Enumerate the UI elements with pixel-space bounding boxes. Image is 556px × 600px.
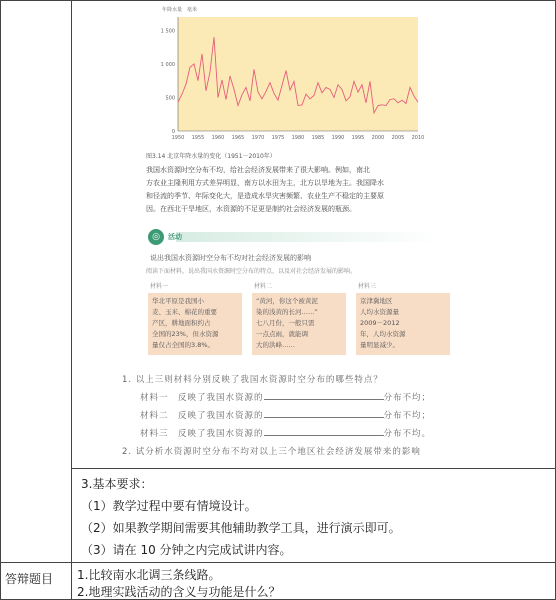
chart-caption: 图3.14 北京年降水量的变化（1951－2010年） (146, 153, 276, 160)
x-tick-label: 1990 (331, 135, 345, 141)
x-tick-label: 1975 (271, 135, 285, 141)
material-line: 年，人均水资源 (360, 330, 406, 338)
precipitation-chart (136, 1, 436, 151)
x-tick-label: 1960 (211, 135, 225, 141)
x-tick-label: 1955 (191, 135, 205, 141)
material-box (356, 293, 450, 355)
activity-subtitle: 说出我国水资源时空分布不均对社会经济发展的影响 (150, 254, 311, 262)
activity-header (148, 229, 448, 247)
blank-suffix: 分布不均。 (383, 429, 432, 439)
paragraph-line: 方农业主隆利用方式差异明显，南方以水田为主，北方以旱地为主。我国降水 (146, 179, 384, 187)
x-tick-label: 2010 (411, 135, 425, 141)
x-tick-label: 1970 (251, 135, 265, 141)
blank-suffix: 分布不均； (383, 393, 432, 403)
activity-band (176, 232, 438, 242)
x-tick-label: 2000 (371, 135, 385, 141)
y-axis-label: 年降水量 毫米 (162, 7, 198, 13)
activity-title: 活动 (168, 233, 182, 241)
paragraph-line: 因。在西北干旱地区，水资源的不足更是制约社会经济发展的瓶颈。 (146, 205, 356, 213)
activity-question: 1. 以上三则材料分别反映了我国水资源时空分布的哪些特点？ (122, 375, 383, 385)
material-line: 大的洪峰…… (256, 341, 295, 349)
material-line: 量仅占全国的3.8%。 (152, 341, 215, 349)
material-box (148, 293, 242, 355)
material-label: 材料一 (150, 283, 169, 290)
blank-prefix: 材料二 反映了我国水资源的 (140, 411, 264, 421)
x-tick-label: 2005 (391, 135, 405, 141)
activity-note: 阅读下面材料，说出我国水资源时空分布的特点，以及对社会经济发展的影响。 (146, 268, 357, 275)
x-tick-label: 1985 (311, 135, 325, 141)
requirement-item: （2）如果教学期间需要其他辅助教学工具，进行演示即可。 (81, 521, 401, 535)
y-tick-label: 0 (171, 129, 175, 135)
x-tick-label: 1965 (231, 135, 245, 141)
material-label: 材料三 (358, 283, 377, 290)
material-line: 一点点雨，就能调 (256, 330, 308, 338)
material-line: 2009－2012 (360, 319, 400, 327)
requirement-item: （3）请在 10 分钟之内完成试讲内容。 (81, 543, 292, 557)
material-line: 人均水资源量 (360, 308, 399, 316)
table-column-divider (71, 1, 72, 599)
defense-question: 2.地理实践活动的含义与功能是什么？ (77, 585, 281, 599)
table-row-divider (71, 468, 555, 469)
blank-prefix: 材料三 反映了我国水资源的 (140, 429, 264, 439)
blank-suffix: 分布不均； (383, 411, 432, 421)
defense-question: 1.比较南水北调三条线路。 (77, 568, 221, 582)
paragraph-line: 和径流的季节、年际变化大，是造成水旱灾害频繁、农业生产不稳定的主要原 (146, 192, 384, 200)
x-tick-label: 1950 (171, 135, 185, 141)
paragraph-line: 我国水资源时空分布不均，给社会经济发展带来了很大影响。例如，南北 (146, 166, 370, 174)
precipitation-chart-svg (136, 1, 436, 151)
material-line: 七八月份，一般只需 (256, 319, 315, 327)
activity-blank-line (140, 427, 431, 439)
material-box (252, 293, 346, 355)
textbook-excerpt (122, 1, 456, 466)
table-row-divider (1, 562, 555, 563)
material-line: 产区，耕地面积约占 (152, 319, 211, 327)
y-tick-label: 500 (165, 95, 175, 102)
activity-icon: ◎ (148, 229, 164, 245)
plot-area (178, 17, 418, 131)
textbook-paragraph (146, 164, 446, 216)
requirement-item: （1）教学过程中要有情境设计。 (81, 499, 257, 513)
blank-prefix: 材料一 反映了我国水资源的 (140, 393, 264, 403)
blank-fill (264, 391, 384, 400)
material-line: 全国的23%，但水资源 (152, 330, 219, 338)
material-line: 华北平原是我国小 (152, 297, 204, 305)
x-tick-label: 1980 (291, 135, 305, 141)
blank-fill (264, 427, 384, 436)
activity-blank-line (140, 391, 431, 403)
activity-question: 2. 试分析水资源时空分布不均对以上三个地区社会经济发展带来的影响 (122, 447, 421, 457)
material-line: 麦、玉米、棉花的重要 (152, 308, 217, 316)
activity-blank-line (140, 409, 431, 421)
requirements-title: 3.基本要求： (81, 477, 153, 491)
material-line: 染的浅黄的长河……” (256, 308, 318, 316)
y-tick-label: 1 000 (160, 61, 175, 68)
material-line: 京津冀地区 (360, 297, 393, 305)
y-tick-label: 1 500 (160, 28, 175, 35)
x-tick-label: 1995 (351, 135, 365, 141)
blank-fill (264, 409, 384, 418)
material-line: “黄河，你这个被黄泥 (256, 297, 318, 305)
defense-label: 答辩题目 (5, 572, 54, 586)
material-line: 量明显减少。 (360, 341, 399, 349)
material-label: 材料二 (254, 283, 273, 290)
